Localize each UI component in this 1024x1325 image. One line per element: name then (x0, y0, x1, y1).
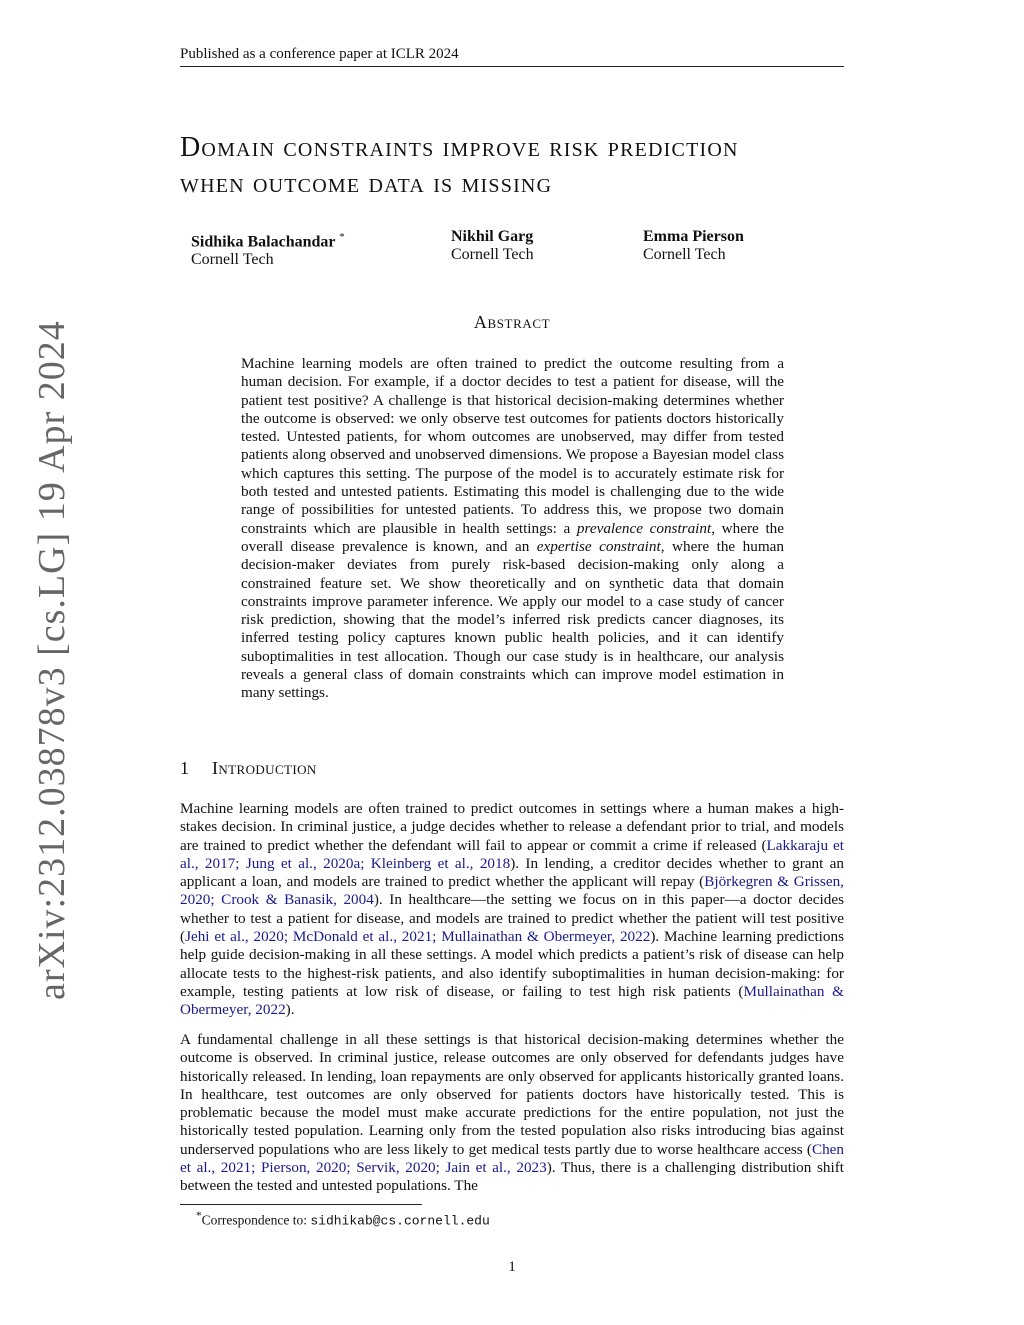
page-number: 1 (508, 1258, 516, 1275)
arxiv-identifier: arXiv:2312.03878v3 [cs.LG] 19 Apr 2024 (31, 320, 73, 1000)
section-title: Introduction (212, 758, 317, 778)
section-number: 1 (180, 758, 190, 778)
author-block (451, 228, 534, 264)
footnote-label: Correspondence to: (201, 1212, 311, 1228)
author-block (191, 228, 345, 269)
author-block (643, 228, 744, 264)
abstract-heading: Abstract (473, 312, 551, 332)
running-header: Published as a conference paper at ICLR 2024 (180, 44, 844, 67)
author-affiliation: Cornell Tech (191, 251, 274, 269)
intro-paragraph-1: Machine learning models are often trained to predict outcomes in settings where a human makes a high-stakes decision. In criminal justice, a judge decides whether to release a defendant prior to trial, and models are trained to predict whether the defendant will fail to appear or commit a crime if released (Lakkaraju et al., 2017; Jung et al., 2020a; Kleinberg et al., 2018). In lending, a creditor decides whether to grant an applicant a loan, and models are trained to predict whether the applicant will repay (Björkegren & Grissen, 2020; Crook & Banasik, 2004). In healthcare—the setting we focus on in this paper—a doctor decides whether to test a patient for disease, and models are trained to predict whether the patient will test positive (Jehi et al., 2020; McDonald et al., 2021; Mullainathan & Obermeyer, 2022). Machine learning predictions help guide decision-making in all these settings. A model which predicts a patient’s risk of disease can help allocate tests to the highest-risk patients, and also identify suboptimalities in human decision-making: for example, testing patients at low risk of disease, or failing to test high risk patients (Mullainathan & Obermeyer, 2022). (180, 800, 845, 1019)
author-affiliation: Cornell Tech (451, 246, 534, 263)
citation-link[interactable]: Mullainathan & Obermeyer, 2022 (180, 982, 844, 1019)
citation-link[interactable]: Chen et al., 2021; Pierson, 2020; Servik, 2020; Jain et al., 2023 (180, 1140, 844, 1177)
footnote-divider (180, 1204, 422, 1205)
section-heading-introduction (180, 758, 317, 779)
author-name: Nikhil Garg (451, 228, 534, 245)
intro-paragraph-2: A fundamental challenge in all these settings is that historical decision-making determines whether the outcome is observed. In criminal justice, release outcomes are only observed for defendants judges have historically released. In lending, loan repayments are only observed for applicants historically granted loans. In healthcare, test outcomes are only observed for patients doctors have historically tested. This is problematic because the model must make accurate predictions for the entire population, not just the historically tested population. Learning only from the tested population also risks introducing bias against underserved populations who are less likely to get medical tests partly due to worse healthcare access (Chen et al., 2021; Pierson, 2020; Servik, 2020; Jain et al., 2023). Thus, there is a challenging distribution shift between the tested and untested populations. The (180, 1031, 844, 1195)
emphasis-expertise-constraint: expertise constraint (536, 537, 661, 555)
footnote (196, 1208, 490, 1230)
author-name: Sidhika Balachandar * (191, 231, 345, 251)
author-name: Emma Pierson (643, 228, 744, 245)
abstract-text: Machine learning models are often trained to predict the outcome resulting from a human decision. For example, if a doctor decides to test a patient for disease, will the patient test positive? A challenge is that historical decision-making determines whether the outcome is observed: we only observe test outcomes for patients doctors historically tested. Untested patients, for whom outcomes are unobserved, may differ from tested patients along observed and unobserved dimensions. We propose a Bayesian model class which captures this setting. The purpose of the model is to accurately estimate risk for both tested and untested patients. Estimating this model is challenging due to the wide range of possibilities for untested patients. To address this, we propose two domain constraints which are plausible in health settings: a prevalence constraint, where the overall disease prevalence is known, and an expertise constraint, where the human decision-maker deviates from purely risk-based decision-making only along a constrained feature set. We show theoretically and on synthetic data that domain constraints improve parameter inference. We apply our model to a case study of cancer risk prediction, showing that the model’s inferred risk predicts cancer diagnoses, its inferred testing policy captures known public health policies, and it can identify suboptimalities in test allocation. Though our case study is in healthcare, our analysis reveals a general class of domain constraints which can improve model estimation in many settings. (241, 355, 785, 702)
title-line-2: when outcome data is missing (180, 168, 553, 199)
author-footnote-mark: * (339, 231, 345, 243)
author-affiliation: Cornell Tech (643, 246, 726, 263)
footnote-mark: * (196, 1210, 202, 1222)
paper-title (180, 130, 860, 202)
citation-link[interactable]: Jehi et al., 2020; McDonald et al., 2021; Mullainathan & Obermeyer, 2022 (185, 928, 651, 946)
citation-link[interactable]: Lakkaraju et al., 2017; Jung et al., 2020a; Kleinberg et al., 2018 (180, 836, 844, 872)
emphasis-prevalence-constraint: prevalence constraint (576, 519, 712, 537)
citation-link[interactable]: Björkegren & Grissen, 2020; Crook & Banasik, 2004 (180, 873, 844, 909)
footnote-email[interactable]: sidhikab@cs.cornell.edu (310, 1213, 490, 1229)
title-line-1: Domain constraints improve risk prediction (180, 132, 739, 163)
